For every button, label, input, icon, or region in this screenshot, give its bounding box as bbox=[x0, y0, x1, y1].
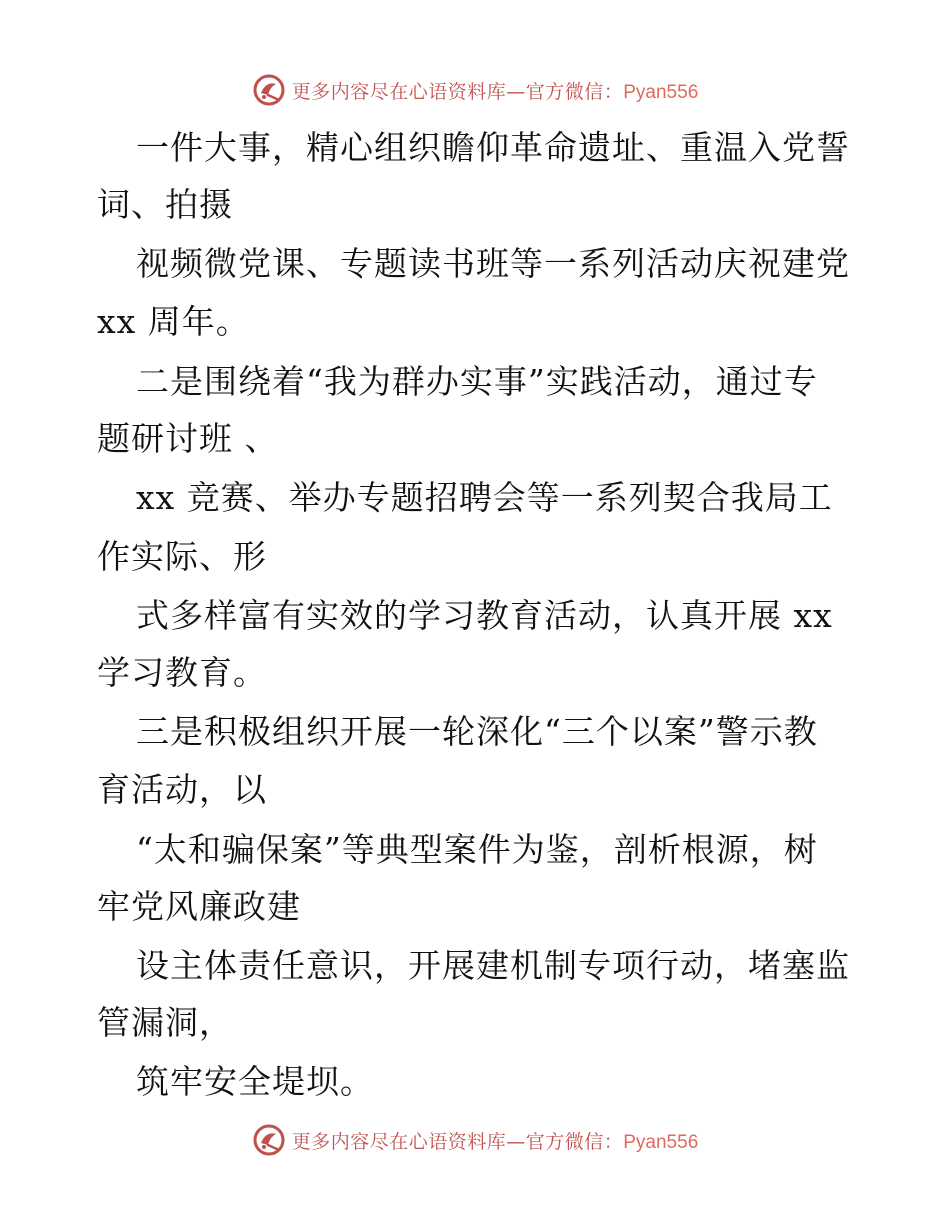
body-line: 学习教育。 bbox=[97, 653, 267, 692]
footer-watermark bbox=[0, 1118, 950, 1162]
body-line: 一件大事，精心组织瞻仰革命遗址、重温入党誓 bbox=[136, 128, 850, 167]
body-line: xx 周年。 bbox=[97, 302, 250, 341]
body-line: 作实际、形 bbox=[97, 537, 267, 576]
body-line: 式多样富有实效的学习教育活动，认真开展 xx bbox=[136, 596, 833, 635]
body-line: 题研讨班 、 bbox=[97, 419, 279, 458]
body-line: 二是围绕着“我为群办实事”实践活动，通过专 bbox=[136, 362, 818, 401]
body-line: 设主体责任意识，开展建机制专项行动，堵塞监 bbox=[136, 946, 850, 985]
body-line: 管漏洞， bbox=[97, 1003, 233, 1042]
watermark-group bbox=[252, 73, 699, 107]
body-line: “太和骗保案”等典型案件为鉴，剖析根源，树 bbox=[136, 830, 818, 869]
body-line: 牢党风廉政建 bbox=[97, 887, 301, 926]
swirl-pen-logo-icon bbox=[252, 1123, 286, 1157]
watermark-text: 更多内容尽在心语资料库—官方微信：Pyan556 bbox=[291, 80, 699, 103]
body-line: 筑牢安全堤坝。 bbox=[136, 1062, 374, 1101]
watermark-text: 更多内容尽在心语资料库—官方微信：Pyan556 bbox=[291, 1130, 699, 1153]
swirl-pen-logo-icon bbox=[252, 73, 286, 107]
body-line: 三是积极组织开展一轮深化“三个以案”警示教 bbox=[136, 712, 818, 751]
watermark-group bbox=[252, 1123, 699, 1157]
body-line: 词、拍摄 bbox=[97, 185, 233, 224]
body-line: xx 竞赛、举办专题招聘会等一系列契合我局工 bbox=[136, 478, 833, 517]
body-line: 育活动，以 bbox=[97, 770, 267, 809]
body-line: 视频微党课、专题读书班等一系列活动庆祝建党 bbox=[136, 244, 850, 283]
header-watermark bbox=[0, 68, 950, 112]
